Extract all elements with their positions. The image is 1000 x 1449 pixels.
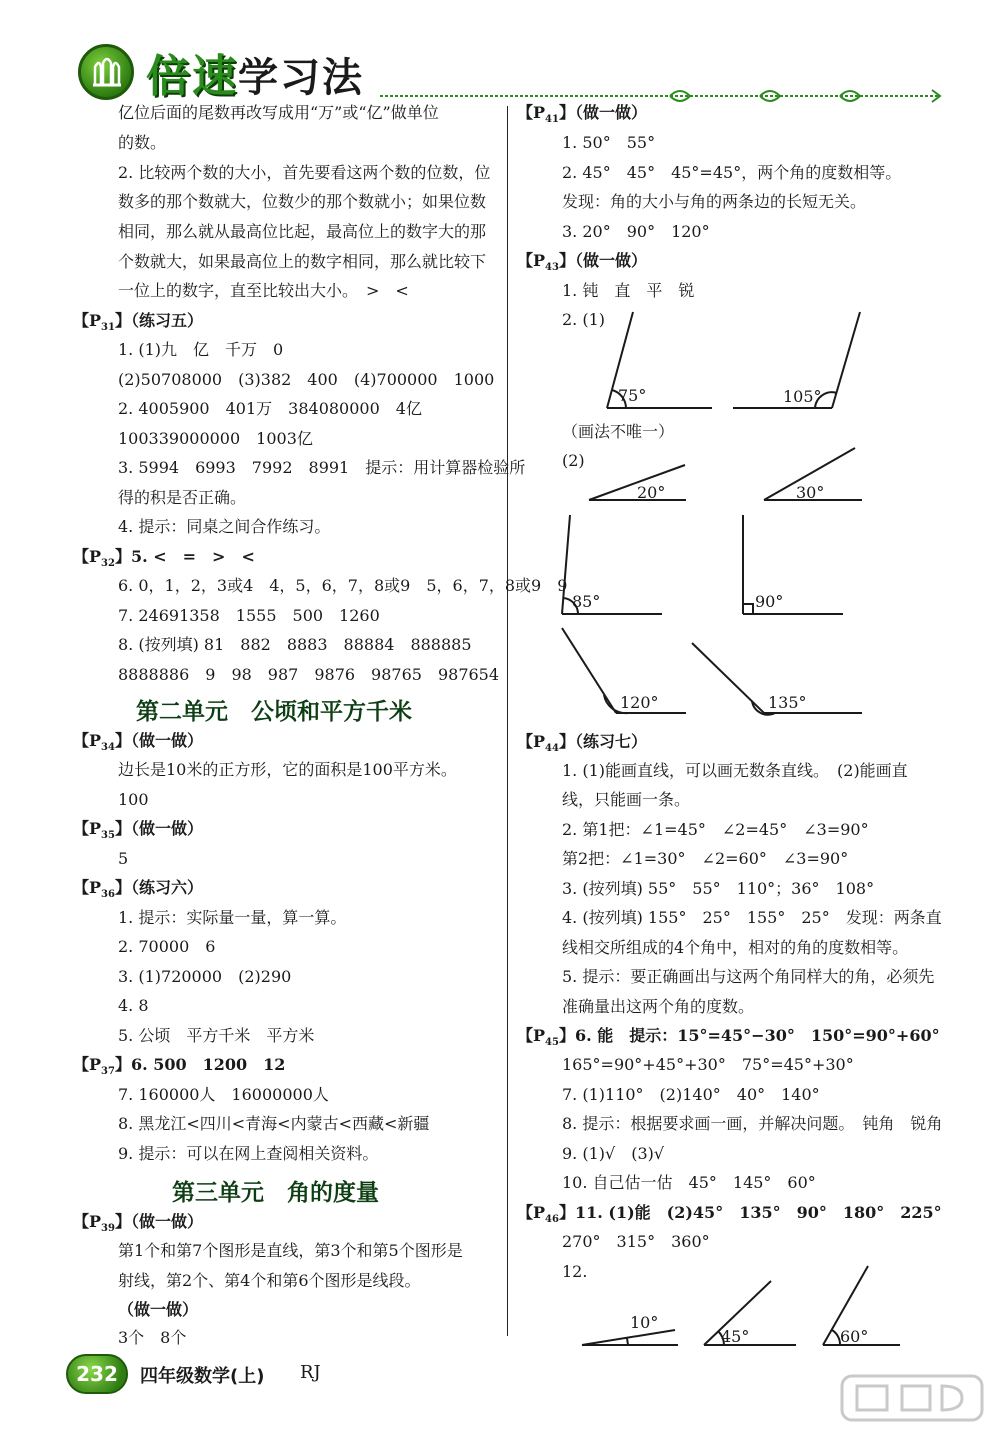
text-line: 7. (1)110° (2)140° 40° 140°	[562, 1085, 820, 1104]
text-line: 7. 160000人 16000000人	[118, 1085, 329, 1104]
text-line: 2. 比较两个数的大小，首先要看这两个数的位数，位	[118, 163, 491, 182]
text-line: 10. 自己估一估 45° 145° 60°	[562, 1173, 816, 1192]
text-line: 1. 50° 55°	[562, 133, 656, 152]
text-line: 第1个和第7个图形是直线，第3个和第5个图形是	[118, 1241, 463, 1260]
text-line: 8888886 9 98 987 9876 98765 987654	[118, 665, 500, 684]
text-line: 2. 4005900 401万 384080000 4亿	[118, 399, 422, 418]
text-line: 第2把：∠1=30° ∠2=60° ∠3=90°	[562, 849, 849, 868]
text-line: 3. 5994 6993 7992 8991 提示：用计算器检验所	[118, 458, 526, 477]
text-line: 得的积是否正确。	[118, 488, 247, 507]
text-line: （做一做）	[118, 1300, 199, 1319]
text-line: 发现：角的大小与角的两条边的长短无关。	[562, 192, 867, 211]
text-line: 270° 315° 360°	[562, 1232, 710, 1251]
text-line: 8. 提示：根据要求画一画，并解决问题。 钝角 锐角	[562, 1114, 943, 1133]
text-line: 3. (按列填) 55° 55° 110°；36° 108°	[562, 879, 875, 898]
text-line: 个数就大，如果最高位上的数字相同，那么就比较下	[118, 252, 487, 271]
text-line: 4. (按列填) 155° 25° 155° 25° 发现：两条直	[562, 908, 942, 927]
page-ref: 【$P_{39}$】（做一做）	[73, 1212, 203, 1235]
text-line: 边长是10米的正方形，它的面积是100平方米。	[118, 760, 457, 779]
text-line: 准确量出这两个角的度数。	[562, 997, 755, 1016]
page-ref: 【$P_{32}$】5. < = > <	[73, 547, 255, 570]
text-line: (2)	[562, 451, 585, 470]
text-line: 9. 提示：可以在网上查阅相关资料。	[118, 1144, 379, 1163]
text-line: 射线，第2个、第4个和第6个图形是线段。	[118, 1271, 421, 1290]
watermark-logo	[822, 1372, 992, 1442]
brand-black: 学习法	[238, 55, 364, 101]
text-line: 6. 0，1，2，3或4 4，5，6，7，8或9 5，6，7，8或9 9	[118, 576, 568, 595]
text-line: 8. (按列填) 81 882 8883 88884 888885	[118, 635, 472, 654]
text-line: 3. (1)720000 (2)290	[118, 967, 292, 986]
page-ref: 【$P_{41}$】（做一做）	[517, 103, 647, 126]
page-ref: 【$P_{46}$】11. (1)能 (2)45° 135° 90° 180° 225°	[517, 1203, 942, 1226]
angle-label: 85°	[572, 592, 601, 611]
angle-figure-10	[582, 1330, 678, 1345]
text-line: 数多的那个数就大，位数少的那个数就小；如果位数	[118, 192, 487, 211]
text-line: 100339000000 1003亿	[118, 429, 313, 448]
text-line: 2. (1)	[562, 310, 606, 329]
page-ref: 【$P_{36}$】（练习六）	[73, 878, 203, 901]
text-line: 2. 70000 6	[118, 937, 216, 956]
text-line: 3个 8个	[118, 1328, 187, 1347]
text-line: 3. 20° 90° 120°	[562, 222, 710, 241]
text-line: 2. 45° 45° 45°=45°，两个角的度数相等。	[562, 163, 902, 182]
angle-label: 10°	[630, 1313, 659, 1332]
text-line: 1. 钝 直 平 锐	[562, 281, 695, 300]
page-ref: 【$P_{43}$】（做一做）	[517, 251, 647, 274]
page-ref: 【$P_{35}$】（做一做）	[73, 819, 203, 842]
text-line: (2)50708000 (3)382 400 (4)700000 1000	[118, 370, 495, 389]
angle-label: 45°	[721, 1327, 750, 1346]
angle-label: 120°	[620, 693, 659, 712]
text-line: 线，只能画一条。	[562, 790, 691, 809]
page-ref: 【$P_{44}$】（练习七）	[517, 732, 647, 755]
angle-label: 30°	[796, 483, 825, 502]
text-line: 一位上的数字，直至比较出大小。 > <	[118, 281, 409, 300]
text-line: 的数。	[118, 133, 167, 152]
angle-label: 75°	[618, 386, 647, 405]
text-line: 2. 第1把：∠1=45° ∠2=45° ∠3=90°	[562, 820, 869, 839]
angle-label: 105°	[783, 387, 822, 406]
text-line: 9. (1)√ (3)√	[562, 1144, 665, 1163]
text-line: 亿位后面的尾数再改写成用“万”或“亿”做单位	[118, 103, 439, 122]
text-line: 4. 8	[118, 996, 149, 1015]
text-line: 相同，那么就从最高位比起，最高位上的数字大的那	[118, 222, 487, 241]
page-ref: 【$P_{31}$】（练习五）	[73, 311, 203, 334]
angle-label: 135°	[768, 693, 807, 712]
text-line: 4. 提示：同桌之间合作练习。	[118, 517, 331, 536]
text-line: 5	[118, 849, 129, 868]
text-line: 5. 公顷 平方千米 平方米	[118, 1026, 315, 1045]
text-line: 7. 24691358 1555 500 1260	[118, 606, 380, 625]
page-ref: 【$P_{45}$】6. 能 提示：15°=45°−30° 150°=90°+60°	[517, 1026, 940, 1049]
page-ref: 【$P_{34}$】（做一做）	[73, 731, 203, 754]
section-title-unit2: 第二单元 公顷和平方千米	[136, 699, 412, 725]
text-line: 1. 提示：实际量一量，算一算。	[118, 908, 347, 927]
text-line: 线相交所组成的4个角中，相对的角的度数相等。	[562, 938, 909, 957]
text-line: 12.	[562, 1262, 588, 1281]
brand-green: 倍速	[146, 51, 238, 102]
section-title-unit3: 第三单元 角的度量	[172, 1180, 379, 1206]
footer-edition: RJ	[300, 1362, 321, 1383]
angle-label: 90°	[755, 592, 784, 611]
text-line: 165°=90°+45°+30° 75°=45°+30°	[562, 1055, 854, 1074]
text-line: 100	[118, 790, 149, 809]
page-ref: 【$P_{37}$】6. 500 1200 12	[73, 1055, 286, 1078]
text-line: 1. (1)九 亿 千万 0	[118, 340, 284, 359]
page-number: 232	[66, 1354, 128, 1394]
text-line: 8. 黑龙江<四川<青海<内蒙古<西藏<新疆	[118, 1114, 430, 1133]
text-line: 1. (1)能画直线，可以画无数条直线。 (2)能画直	[562, 761, 908, 780]
footer-title: 四年级数学(上)	[140, 1366, 265, 1387]
text-line: （画法不唯一）	[562, 422, 675, 441]
text-line: 5. 提示：要正确画出与这两个角同样大的角，必须先	[562, 967, 935, 986]
angle-figure-45	[704, 1281, 796, 1345]
angle-label: 60°	[840, 1327, 869, 1346]
angle-label: 20°	[637, 483, 666, 502]
